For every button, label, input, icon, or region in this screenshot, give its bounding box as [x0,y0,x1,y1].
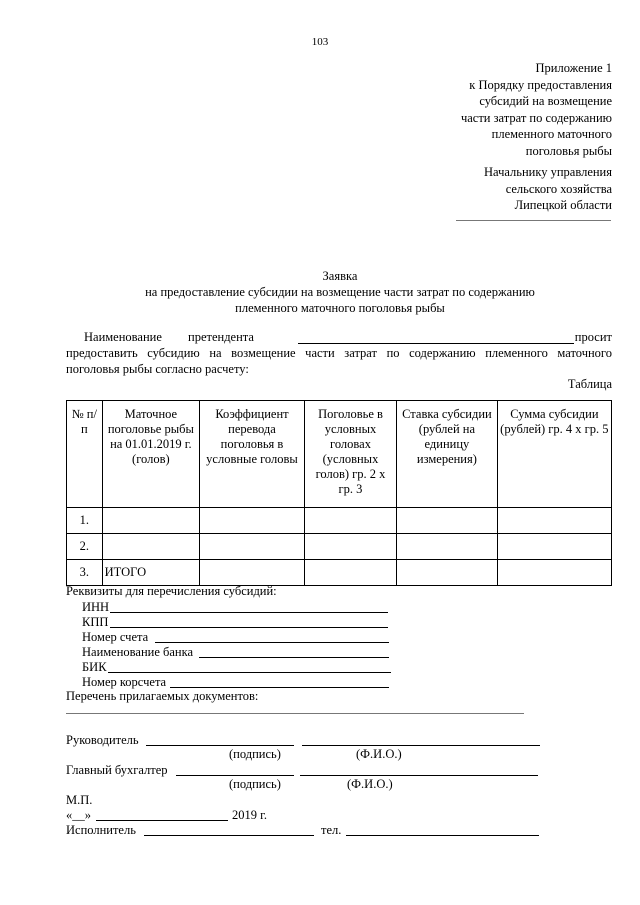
document-title-block [0,268,640,316]
table-cell[interactable] [397,534,498,560]
sign-caption: (подпись) [229,747,281,761]
documents-label: Перечень прилагаемых документов: [66,689,259,703]
intro-word: Наименование [84,330,162,344]
stamp-place: М.П. [66,793,93,807]
field-kpp [82,615,108,631]
date-year: 2019 г. [232,808,267,822]
table-cell[interactable] [397,560,498,586]
accountant-fio-line[interactable] [300,775,538,776]
table-cell[interactable] [102,508,199,534]
inn-input-line[interactable] [110,612,388,613]
table-total-label: ИТОГО [102,560,199,586]
field-label: ИНН [82,600,110,614]
head-fio-line[interactable] [302,745,540,746]
table-cell[interactable] [497,508,611,534]
table-cell[interactable] [200,534,305,560]
table-row [67,560,612,586]
bik-input-line[interactable] [108,672,391,673]
table-label: Таблица [567,377,612,391]
field-label: Номер корсчета [82,675,167,689]
table-cell[interactable] [397,508,498,534]
table-header-row [67,401,612,508]
table-cell: 2. [67,534,103,560]
appendix-line: к Порядку предоставления [469,77,612,92]
intro-word: просит [574,330,612,344]
table-header: Поголовье в условных головах (условных голов) гр. 2 x гр. 3 [304,401,396,508]
field-bank [82,645,193,661]
tel-label: тел. [321,823,342,837]
table-header: № п/п [67,401,103,508]
table-cell[interactable] [497,560,611,586]
tel-input-line[interactable] [346,835,539,836]
table-header: Коэффициент перевода поголовья в условные головы [200,401,305,508]
sign-caption: (подпись) [229,777,281,791]
appendix-line: поголовья рыбы [525,143,612,158]
head-signature-line[interactable] [146,745,294,746]
table-cell[interactable] [304,508,396,534]
requisites-title: Реквизиты для перечисления субсидий: [66,584,277,598]
documents-input-line[interactable] [66,713,524,714]
addressee-line: сельского хозяйства [505,181,612,196]
corr-account-input-line[interactable] [170,687,389,688]
account-input-line[interactable] [155,642,389,643]
document-subtitle: на предоставление субсидии на возмещение части затрат по содержанию [145,285,535,299]
table-cell[interactable] [200,560,305,586]
executor-name-line[interactable] [144,835,314,836]
addressee-line: Начальнику управления [484,165,612,179]
fio-caption: (Ф.И.О.) [356,747,402,761]
table-cell[interactable] [304,534,396,560]
table-cell[interactable] [304,560,396,586]
field-label: БИК [82,660,107,674]
date-day: «__» [66,808,91,822]
table-row [67,534,612,560]
document-title: Заявка [322,269,358,283]
intro-word: претендента [188,330,254,344]
table-cell[interactable] [102,534,199,560]
appendix-block [461,60,612,159]
table-cell[interactable] [497,534,611,560]
field-label: КПП [82,615,109,629]
field-inn [82,600,109,616]
field-bik [82,660,107,676]
accountant-label: Главный бухгалтер [66,763,168,777]
page-number: 103 [311,36,329,48]
executor-label: Исполнитель [66,823,136,837]
field-account [82,630,148,646]
kpp-input-line[interactable] [110,627,388,628]
subsidy-table [66,400,612,586]
bank-input-line[interactable] [199,657,389,658]
appendix-line: Приложение 1 [535,61,612,75]
fio-caption: (Ф.И.О.) [347,777,393,791]
field-label: Наименование банка [82,645,194,659]
table-cell: 3. [67,560,103,586]
addressee-signature-line [456,220,611,221]
appendix-line: части затрат по содержанию [460,110,612,125]
table-header: Маточное поголовье рыбы на 01.01.2019 г. (голов) [102,401,199,508]
table-header: Сумма субсидии (рублей) гр. 4 x гр. 5 [497,401,611,508]
table-row [67,508,612,534]
intro-line-2: предоставить субсидию на возмещение части затрат по содержанию племенного маточного [66,346,612,360]
table-cell: 1. [67,508,103,534]
date-month-line[interactable] [96,820,228,821]
document-subtitle: племенного маточного поголовья рыбы [235,301,445,315]
addressee-block [484,164,612,214]
appendix-line: субсидий на возмещение [479,94,612,108]
field-label: Номер счета [82,630,149,644]
accountant-signature-line[interactable] [176,775,294,776]
intro-line-3: поголовья рыбы согласно расчету: [66,362,249,376]
table-header: Ставка субсидии (рублей на единицу измерения) [397,401,498,508]
claimant-name-line [298,343,574,344]
appendix-line: племенного маточного [491,127,612,141]
head-label: Руководитель [66,733,139,747]
addressee-line: Липецкой области [514,198,612,212]
table-cell[interactable] [200,508,305,534]
